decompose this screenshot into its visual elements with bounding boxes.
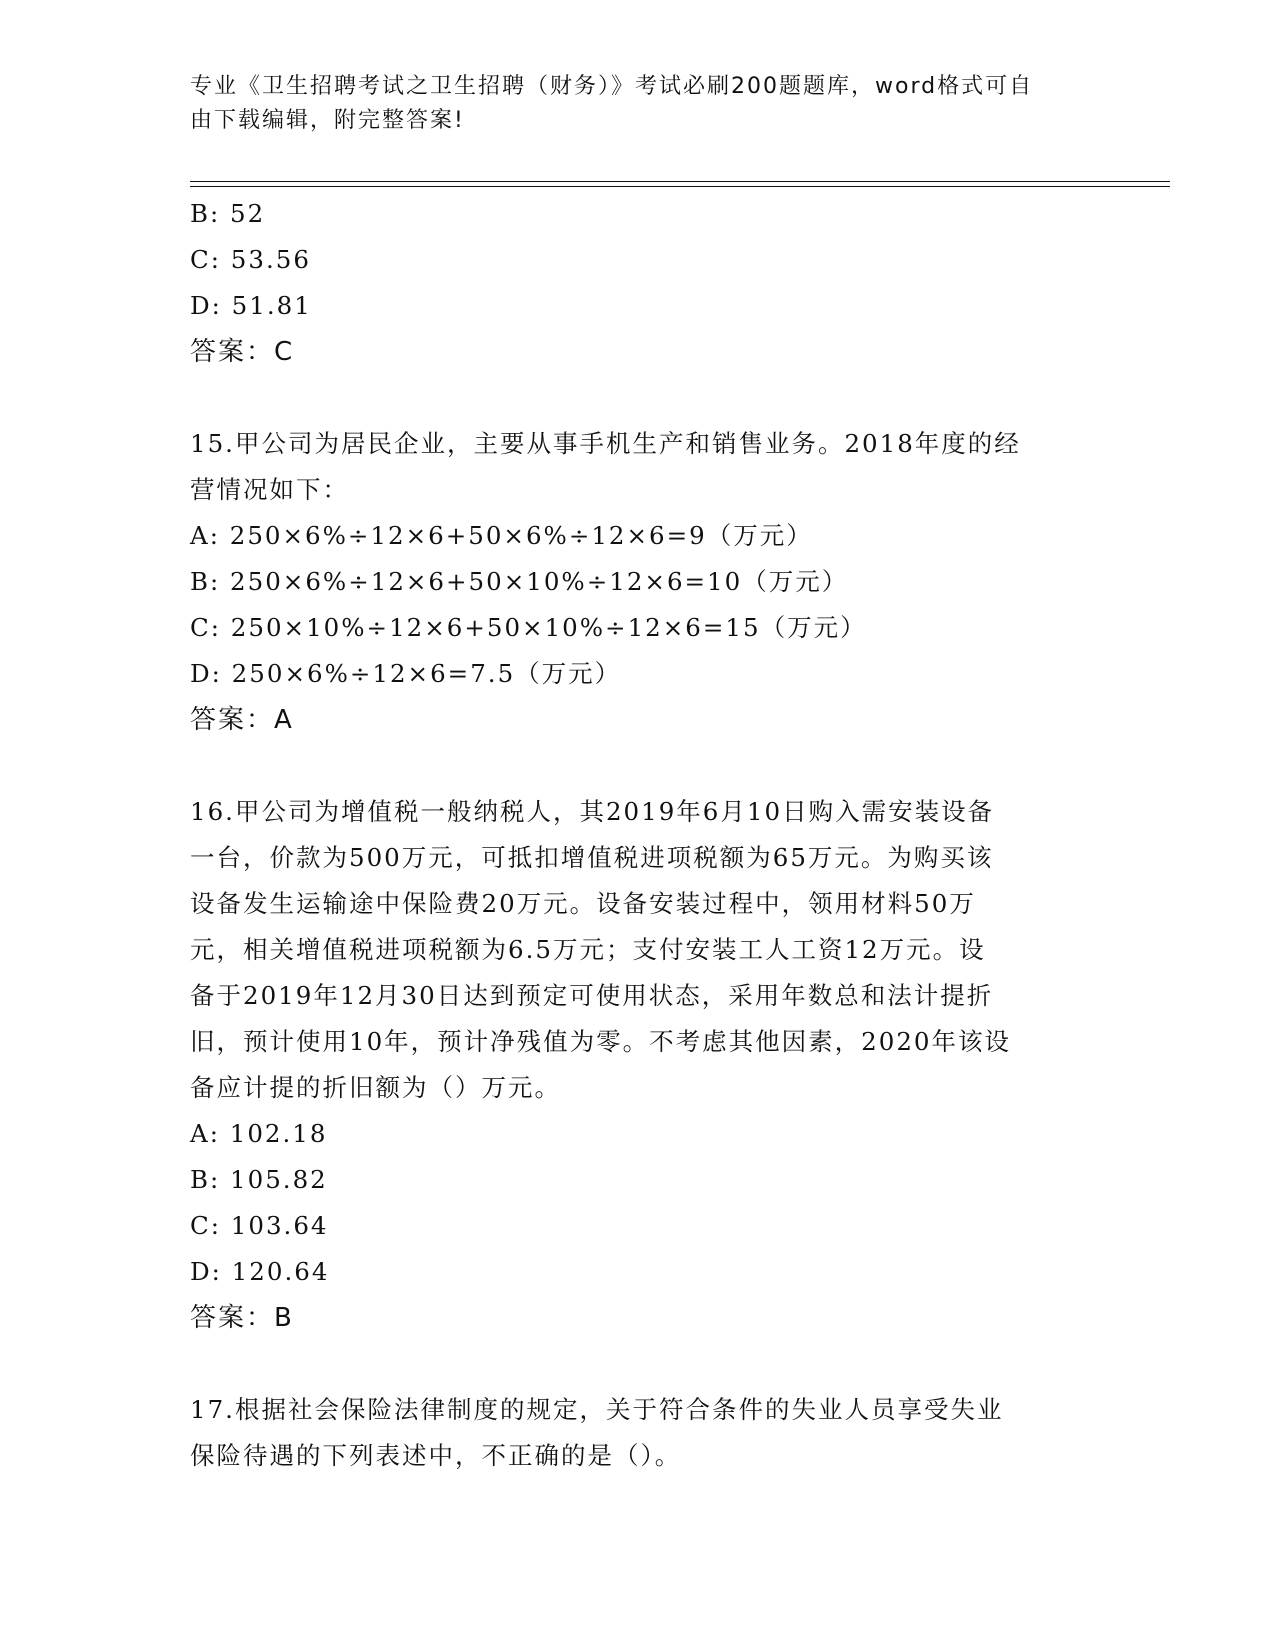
option-c: C: 103.64: [190, 1211, 329, 1240]
header-rule-bottom: [190, 186, 1170, 187]
question-14-tail: [190, 191, 1090, 375]
header-title-line-1: 专业《卫生招聘考试之卫生招聘（财务）》考试必刷200题题库，word格式可自: [190, 74, 1034, 99]
header-rule-top: [190, 181, 1170, 182]
question-stem-line: 设备发生运输途中保险费20万元。设备安装过程中，领用材料50万: [190, 889, 976, 918]
question-stem-line: 保险待遇的下列表述中，不正确的是（）。: [190, 1441, 682, 1470]
document-header: [190, 70, 1070, 138]
option-c: C: 53.56: [190, 245, 311, 274]
question-17: [190, 1387, 1090, 1479]
option-d: D: 51.81: [190, 291, 312, 320]
spacer: [190, 375, 1090, 421]
question-stem-line: 17.根据社会保险法律制度的规定，关于符合条件的失业人员享受失业: [190, 1395, 1004, 1424]
question-16: [190, 789, 1090, 1341]
answer-line: 答案：C: [190, 337, 295, 367]
option-a: A: 102.18: [190, 1119, 328, 1148]
option-b: B: 105.82: [190, 1165, 328, 1194]
question-stem-line: 备应计提的折旧额为（）万元。: [190, 1073, 561, 1102]
question-stem-line: 备于2019年12月30日达到预定可使用状态，采用年数总和法计提折: [190, 981, 994, 1010]
answer-line: 答案：B: [190, 1303, 294, 1333]
header-title-line-2: 由下载编辑，附完整答案!: [190, 108, 465, 133]
answer-line: 答案：A: [190, 705, 294, 735]
option-d: D: 250×6%÷12×6=7.5（万元）: [190, 659, 622, 688]
question-stem-line: 15.甲公司为居民企业，主要从事手机生产和销售业务。2018年度的经: [190, 429, 1021, 458]
question-stem-line: 16.甲公司为增值税一般纳税人，其2019年6月10日购入需安装设备: [190, 797, 995, 826]
option-b: B: 52: [190, 199, 266, 228]
question-stem-line: 营情况如下：: [190, 475, 349, 504]
spacer: [190, 1341, 1090, 1387]
question-stem-line: 旧，预计使用10年，预计净残值为零。不考虑其他因素，2020年该设: [190, 1027, 1012, 1056]
option-b: B: 250×6%÷12×6+50×10%÷12×6=10（万元）: [190, 567, 849, 596]
question-15: [190, 421, 1090, 743]
option-c: C: 250×10%÷12×6+50×10%÷12×6=15（万元）: [190, 613, 867, 642]
spacer: [190, 743, 1090, 789]
option-d: D: 120.64: [190, 1257, 330, 1286]
question-content: [190, 191, 1090, 1479]
question-stem-line: 一台，价款为500万元，可抵扣增值税进项税额为65万元。为购买该: [190, 843, 994, 872]
question-stem-line: 元，相关增值税进项税额为6.5万元；支付安装工人工资12万元。设: [190, 935, 986, 964]
option-a: A: 250×6%÷12×6+50×6%÷12×6=9（万元）: [190, 521, 813, 550]
